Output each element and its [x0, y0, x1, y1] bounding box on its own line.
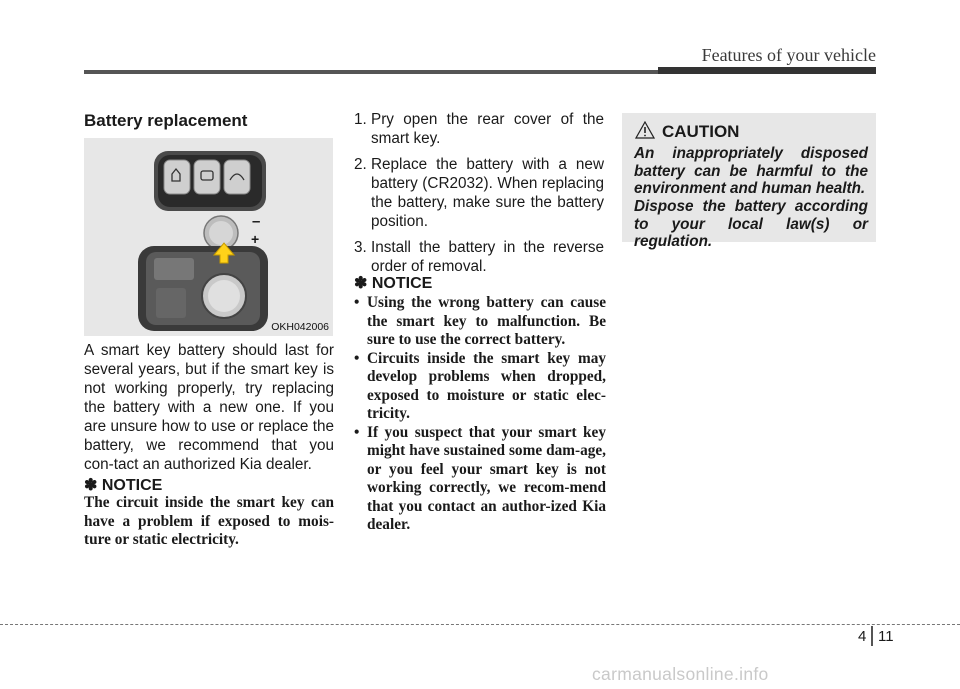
list-item [354, 110, 604, 148]
notice-label: ✽ NOTICE [84, 477, 163, 494]
header-rule-accent [658, 67, 876, 74]
list-item [354, 350, 606, 424]
bullet: • [354, 349, 360, 367]
steps-list [354, 110, 604, 283]
plus-label: + [251, 231, 260, 247]
bullet-text: Using the wrong battery can cause the smart key to malfunction. Be sure to use the correct battery. [367, 294, 606, 348]
intro-paragraph: A smart key battery should last for several years, but if the smart key is not working properly, try replacing the battery with a new one. If you are unsure how to use or replace the battery, we recommend that you con-tact an authorized Kia dealer. [84, 342, 334, 473]
lock-button [164, 160, 190, 194]
minus-label: – [252, 213, 261, 230]
caution-box [622, 113, 876, 250]
list-item [354, 294, 606, 350]
smart-key-figure [84, 138, 333, 336]
section-heading: Battery replacement [84, 111, 248, 130]
step-text: Install the battery in the reverse order of removal. [371, 239, 604, 275]
trunk-button [224, 160, 250, 194]
page-number: 11 [878, 628, 894, 645]
notice-text: The circuit inside the smart key can have a problem if exposed to mois-ture or static electricity. [84, 494, 334, 548]
step-text: Pry open the rear cover of the smart key. [371, 111, 604, 147]
step-number: 2. [354, 156, 367, 173]
caution-label: CAUTION [662, 122, 740, 141]
step-number: 1. [354, 111, 367, 128]
smart-key-illustration [84, 138, 333, 336]
notice-label: ✽ NOTICE [354, 275, 433, 292]
bullet: • [354, 294, 360, 311]
list-item [354, 424, 606, 535]
figure-id: OKH042006 [271, 321, 329, 333]
warning-triangle-icon [635, 121, 655, 139]
unlock-button [194, 160, 220, 194]
caution-text-2: Dispose the battery according to your local law(s) or regulation. [634, 198, 868, 250]
step-text: Replace the battery with a new battery (CR2032). When replacing the battery, make sure the battery position. [371, 156, 604, 230]
footer-rule [0, 624, 960, 625]
list-item [354, 155, 604, 231]
bullet-text: Circuits inside the smart key may develop problems when dropped, exposed to moisture or static elec-tricity. [367, 349, 606, 422]
chapter-number: 4 [858, 628, 867, 645]
bullet-text: If you suspect that your smart key might have sustained some dam-age, or you feel your smart key is not working correctly, we recom-mend that you contact an author-ized Kia dealer. [367, 423, 606, 533]
page-divider [871, 626, 873, 646]
caution-text-1: An inappropriately disposed battery can be harmful to the environment and human health. [634, 145, 868, 197]
notice-bullets [354, 294, 606, 535]
bullet: • [354, 423, 360, 441]
step-number: 3. [354, 239, 367, 256]
watermark: carmanualsonline.info [592, 664, 769, 684]
running-header: Features of your vehicle [701, 45, 876, 65]
list-item [354, 238, 604, 276]
